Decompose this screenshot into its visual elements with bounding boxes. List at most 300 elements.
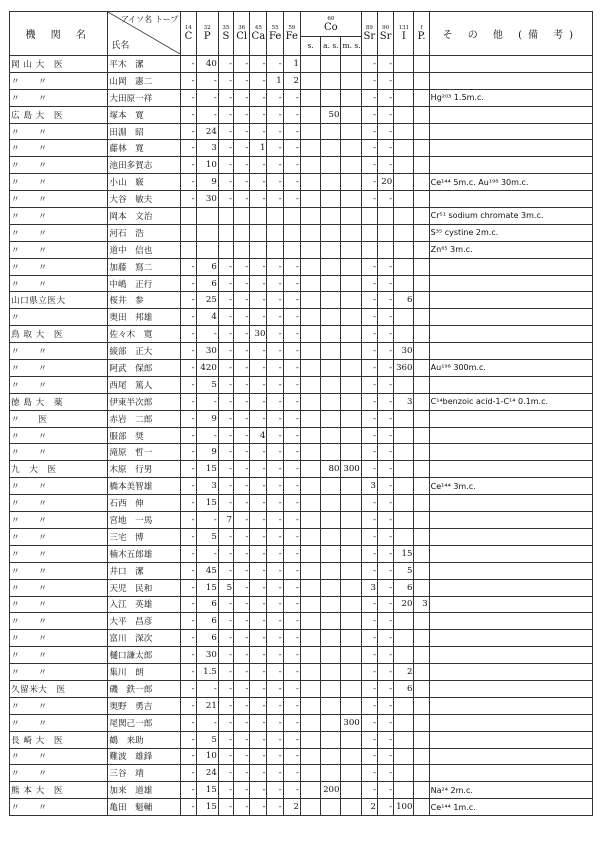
value-cell: -: [267, 765, 283, 782]
institution-cell: 〃 〃: [10, 258, 108, 275]
value-cell: -: [250, 512, 267, 529]
value-cell: -: [377, 376, 393, 393]
value-cell: [394, 275, 414, 292]
value-cell: -: [267, 680, 283, 697]
value-cell: 3: [361, 579, 377, 596]
header-element-s35: 35 S: [218, 12, 233, 56]
value-cell: -: [283, 461, 300, 478]
value-cell: [300, 360, 320, 377]
value-cell: [300, 461, 320, 478]
institution-cell: 〃 〃: [10, 545, 108, 562]
value-cell: -: [361, 343, 377, 360]
institution-cell: 〃 〃: [10, 697, 108, 714]
value-cell: -: [234, 461, 250, 478]
institution-cell: 〃 〃: [10, 478, 108, 495]
table-row: [10, 596, 593, 613]
value-cell: -: [361, 191, 377, 208]
table-row: [10, 326, 593, 343]
value-cell: [394, 782, 414, 799]
value-cell: [300, 714, 320, 731]
remark-cell: [429, 343, 592, 360]
value-cell: [394, 191, 414, 208]
value-cell: [394, 376, 414, 393]
value-cell: [394, 495, 414, 512]
value-cell: -: [218, 478, 233, 495]
person-name-cell: 亀田 魁輔: [108, 799, 181, 816]
value-cell: -: [283, 427, 300, 444]
table-row: [10, 309, 593, 326]
header-element-i131: 131 I: [394, 12, 414, 56]
value-cell: [234, 224, 250, 241]
value-cell: -: [283, 765, 300, 782]
value-cell: -: [250, 630, 267, 647]
value-cell: -: [361, 326, 377, 343]
table-row: [10, 765, 593, 782]
table-row: [10, 360, 593, 377]
value-cell: -: [234, 427, 250, 444]
value-cell: [321, 174, 341, 191]
value-cell: 21: [196, 697, 218, 714]
value-cell: -: [218, 309, 233, 326]
value-cell: [414, 782, 429, 799]
value-cell: -: [181, 393, 196, 410]
value-cell: -: [218, 444, 233, 461]
value-cell: [341, 72, 361, 89]
value-cell: -: [377, 444, 393, 461]
value-cell: [341, 748, 361, 765]
value-cell: -: [181, 72, 196, 89]
value-cell: 4: [196, 309, 218, 326]
value-cell: -: [283, 376, 300, 393]
value-cell: -: [283, 140, 300, 157]
value-cell: [321, 427, 341, 444]
value-cell: -: [361, 106, 377, 123]
value-cell: [250, 208, 267, 225]
isotope-allocation-table: [9, 11, 593, 816]
value-cell: -: [181, 731, 196, 748]
value-cell: -: [361, 596, 377, 613]
value-cell: [414, 562, 429, 579]
header-element-fe59: 59 Fe: [283, 12, 300, 56]
value-cell: [341, 140, 361, 157]
value-cell: [341, 697, 361, 714]
value-cell: [218, 241, 233, 258]
value-cell: [321, 410, 341, 427]
value-cell: 15: [196, 799, 218, 816]
institution-cell: 〃 〃: [10, 123, 108, 140]
value-cell: 15: [196, 782, 218, 799]
person-name-cell: 難波 雄鋒: [108, 748, 181, 765]
value-cell: -: [267, 410, 283, 427]
table-row: [10, 241, 593, 258]
value-cell: 1.5: [196, 664, 218, 681]
institution-cell: 〃 〃: [10, 630, 108, 647]
value-cell: -: [377, 512, 393, 529]
remark-cell: [429, 495, 592, 512]
value-cell: -: [267, 731, 283, 748]
value-cell: 3: [394, 393, 414, 410]
value-cell: [300, 680, 320, 697]
value-cell: [196, 241, 218, 258]
value-cell: [321, 241, 341, 258]
value-cell: -: [250, 596, 267, 613]
value-cell: [394, 427, 414, 444]
value-cell: 5: [218, 579, 233, 596]
institution-cell: 〃 〃: [10, 343, 108, 360]
value-cell: -: [377, 309, 393, 326]
remark-cell: [429, 258, 592, 275]
value-cell: [341, 444, 361, 461]
table-row: [10, 410, 593, 427]
value-cell: [321, 326, 341, 343]
institution-cell: 〃 〃: [10, 664, 108, 681]
table-row: [10, 275, 593, 292]
table-row: [10, 613, 593, 630]
value-cell: -: [196, 393, 218, 410]
institution-cell: 〃 〃: [10, 512, 108, 529]
value-cell: 6: [394, 579, 414, 596]
value-cell: -: [181, 326, 196, 343]
value-cell: [361, 224, 377, 241]
value-cell: [394, 461, 414, 478]
value-cell: 6: [196, 596, 218, 613]
value-cell: [300, 309, 320, 326]
table-row: [10, 191, 593, 208]
person-name-cell: 樋口謙太郎: [108, 647, 181, 664]
institution-cell: 〃 〃: [10, 191, 108, 208]
value-cell: -: [234, 528, 250, 545]
value-cell: -: [218, 157, 233, 174]
value-cell: -: [377, 630, 393, 647]
value-cell: -: [234, 630, 250, 647]
value-cell: [321, 140, 341, 157]
person-name-cell: 石西 伸: [108, 495, 181, 512]
value-cell: -: [196, 427, 218, 444]
remark-cell: Zn⁶⁵ 3m.c.: [429, 241, 592, 258]
institution-cell: 〃: [10, 309, 108, 326]
value-cell: [300, 56, 320, 73]
value-cell: [321, 89, 341, 106]
value-cell: 30: [196, 343, 218, 360]
value-cell: [300, 562, 320, 579]
person-name-cell: 宮地 一馬: [108, 512, 181, 529]
value-cell: -: [250, 72, 267, 89]
value-cell: [300, 106, 320, 123]
value-cell: -: [377, 326, 393, 343]
value-cell: [283, 224, 300, 241]
value-cell: [321, 376, 341, 393]
value-cell: [394, 309, 414, 326]
table-row: [10, 731, 593, 748]
value-cell: -: [218, 326, 233, 343]
person-name-cell: 赤岩 二郎: [108, 410, 181, 427]
value-cell: -: [218, 613, 233, 630]
value-cell: [394, 630, 414, 647]
value-cell: -: [250, 106, 267, 123]
value-cell: [300, 799, 320, 816]
value-cell: -: [250, 545, 267, 562]
value-cell: 3: [196, 140, 218, 157]
value-cell: [321, 123, 341, 140]
value-cell: -: [218, 562, 233, 579]
value-cell: 9: [196, 174, 218, 191]
table-row: [10, 461, 593, 478]
value-cell: [341, 579, 361, 596]
value-cell: -: [377, 56, 393, 73]
value-cell: [414, 495, 429, 512]
value-cell: [414, 360, 429, 377]
value-cell: -: [267, 444, 283, 461]
person-name-cell: 塚本 寛: [108, 106, 181, 123]
value-cell: [321, 647, 341, 664]
value-cell: 80: [321, 461, 341, 478]
header-isotope-name-diagonal: [108, 12, 181, 56]
value-cell: [341, 731, 361, 748]
value-cell: [321, 545, 341, 562]
remark-cell: C¹⁴benzoic acid-1-C¹⁴ 0.1m.c.: [429, 393, 592, 410]
value-cell: -: [377, 292, 393, 309]
value-cell: -: [283, 647, 300, 664]
value-cell: -: [181, 174, 196, 191]
institution-cell: 〃 〃: [10, 241, 108, 258]
value-cell: -: [234, 765, 250, 782]
table-row: [10, 393, 593, 410]
institution-cell: 熊 本 大 医: [10, 782, 108, 799]
person-name-cell: 集川 朗: [108, 664, 181, 681]
value-cell: -: [234, 174, 250, 191]
value-cell: [394, 89, 414, 106]
value-cell: -: [361, 157, 377, 174]
value-cell: [394, 748, 414, 765]
value-cell: [300, 343, 320, 360]
value-cell: [414, 393, 429, 410]
value-cell: -: [234, 410, 250, 427]
value-cell: -: [377, 697, 393, 714]
value-cell: [321, 731, 341, 748]
header-isotope-label: アイソ名 トープ: [120, 15, 179, 24]
value-cell: -: [250, 765, 267, 782]
value-cell: -: [181, 596, 196, 613]
remark-cell: [429, 697, 592, 714]
value-cell: -: [267, 89, 283, 106]
value-cell: -: [283, 495, 300, 512]
table-row: [10, 495, 593, 512]
value-cell: -: [377, 495, 393, 512]
value-cell: -: [283, 275, 300, 292]
value-cell: [414, 444, 429, 461]
value-cell: [394, 72, 414, 89]
value-cell: -: [267, 157, 283, 174]
value-cell: -: [361, 765, 377, 782]
value-cell: [250, 224, 267, 241]
table-row: [10, 208, 593, 225]
value-cell: 45: [196, 562, 218, 579]
value-cell: -: [181, 157, 196, 174]
remark-cell: [429, 765, 592, 782]
value-cell: [300, 579, 320, 596]
institution-cell: 〃 〃: [10, 444, 108, 461]
value-cell: -: [377, 123, 393, 140]
value-cell: [414, 174, 429, 191]
value-cell: -: [250, 275, 267, 292]
value-cell: [300, 528, 320, 545]
value-cell: -: [267, 664, 283, 681]
header-remarks: そ の 他 (備 考): [429, 12, 592, 56]
value-cell: [181, 208, 196, 225]
value-cell: [300, 512, 320, 529]
person-name-cell: 中嶋 正行: [108, 275, 181, 292]
value-cell: -: [234, 275, 250, 292]
value-cell: [414, 714, 429, 731]
value-cell: [341, 208, 361, 225]
person-name-cell: 木原 行男: [108, 461, 181, 478]
value-cell: -: [181, 495, 196, 512]
value-cell: -: [181, 89, 196, 106]
value-cell: -: [196, 326, 218, 343]
value-cell: -: [377, 731, 393, 748]
value-cell: -: [361, 427, 377, 444]
value-cell: [321, 56, 341, 73]
value-cell: -: [218, 647, 233, 664]
person-name-cell: 加藤 寫二: [108, 258, 181, 275]
value-cell: -: [283, 444, 300, 461]
value-cell: [414, 765, 429, 782]
value-cell: -: [181, 478, 196, 495]
remark-cell: [429, 106, 592, 123]
table-row: [10, 224, 593, 241]
value-cell: 200: [321, 782, 341, 799]
institution-cell: 〃 〃: [10, 140, 108, 157]
value-cell: -: [377, 140, 393, 157]
value-cell: [341, 495, 361, 512]
value-cell: -: [234, 89, 250, 106]
value-cell: -: [267, 56, 283, 73]
value-cell: 9: [196, 410, 218, 427]
person-name-cell: 西尾 篤人: [108, 376, 181, 393]
table-row: [10, 680, 593, 697]
value-cell: -: [377, 478, 393, 495]
value-cell: [414, 478, 429, 495]
value-cell: 10: [196, 748, 218, 765]
person-name-cell: 入江 英雄: [108, 596, 181, 613]
remark-cell: [429, 596, 592, 613]
value-cell: -: [181, 427, 196, 444]
value-cell: 420: [196, 360, 218, 377]
value-cell: 1: [267, 72, 283, 89]
person-name-cell: 道中 信也: [108, 241, 181, 258]
value-cell: [321, 613, 341, 630]
value-cell: [414, 748, 429, 765]
value-cell: -: [181, 360, 196, 377]
value-cell: -: [218, 427, 233, 444]
remark-cell: [429, 123, 592, 140]
value-cell: [394, 123, 414, 140]
value-cell: [394, 140, 414, 157]
value-cell: -: [234, 343, 250, 360]
value-cell: -: [250, 309, 267, 326]
value-cell: -: [361, 495, 377, 512]
value-cell: [341, 410, 361, 427]
value-cell: -: [181, 799, 196, 816]
value-cell: -: [267, 191, 283, 208]
value-cell: -: [377, 528, 393, 545]
remark-cell: [429, 157, 592, 174]
value-cell: -: [181, 680, 196, 697]
value-cell: 9: [196, 444, 218, 461]
value-cell: [394, 613, 414, 630]
value-cell: [300, 224, 320, 241]
table-row: [10, 647, 593, 664]
value-cell: [321, 72, 341, 89]
value-cell: [321, 714, 341, 731]
value-cell: [341, 427, 361, 444]
person-name-cell: 奥田 邦雄: [108, 309, 181, 326]
value-cell: -: [250, 123, 267, 140]
remark-cell: [429, 444, 592, 461]
value-cell: 5: [196, 376, 218, 393]
value-cell: -: [181, 528, 196, 545]
value-cell: -: [361, 410, 377, 427]
value-cell: -: [234, 376, 250, 393]
value-cell: -: [181, 630, 196, 647]
value-cell: -: [283, 157, 300, 174]
value-cell: -: [234, 478, 250, 495]
value-cell: [300, 444, 320, 461]
value-cell: [394, 258, 414, 275]
value-cell: -: [377, 106, 393, 123]
value-cell: -: [250, 664, 267, 681]
value-cell: -: [361, 748, 377, 765]
value-cell: 20: [394, 596, 414, 613]
institution-cell: 〃 〃: [10, 208, 108, 225]
value-cell: [300, 275, 320, 292]
value-cell: -: [250, 714, 267, 731]
table-row: [10, 478, 593, 495]
person-name-cell: 佐々木 寛: [108, 326, 181, 343]
value-cell: 2: [361, 799, 377, 816]
value-cell: [250, 241, 267, 258]
table-row: [10, 562, 593, 579]
value-cell: -: [361, 714, 377, 731]
value-cell: 2: [283, 799, 300, 816]
value-cell: [300, 782, 320, 799]
value-cell: 6: [394, 292, 414, 309]
value-cell: -: [234, 714, 250, 731]
value-cell: -: [283, 309, 300, 326]
value-cell: [394, 224, 414, 241]
value-cell: 6: [196, 613, 218, 630]
value-cell: 30: [196, 191, 218, 208]
value-cell: -: [283, 343, 300, 360]
value-cell: [414, 680, 429, 697]
value-cell: [341, 782, 361, 799]
value-cell: -: [361, 123, 377, 140]
value-cell: [321, 478, 341, 495]
value-cell: [321, 799, 341, 816]
table-row: [10, 123, 593, 140]
value-cell: -: [267, 545, 283, 562]
header-element-cl36: 36 Cl: [234, 12, 250, 56]
value-cell: [394, 512, 414, 529]
value-cell: -: [218, 782, 233, 799]
value-cell: [394, 56, 414, 73]
table-row: [10, 174, 593, 191]
value-cell: [394, 528, 414, 545]
header-co-sub-ms: m. s.: [341, 37, 361, 56]
table-row: [10, 697, 593, 714]
value-cell: -: [267, 613, 283, 630]
value-cell: 1: [250, 140, 267, 157]
